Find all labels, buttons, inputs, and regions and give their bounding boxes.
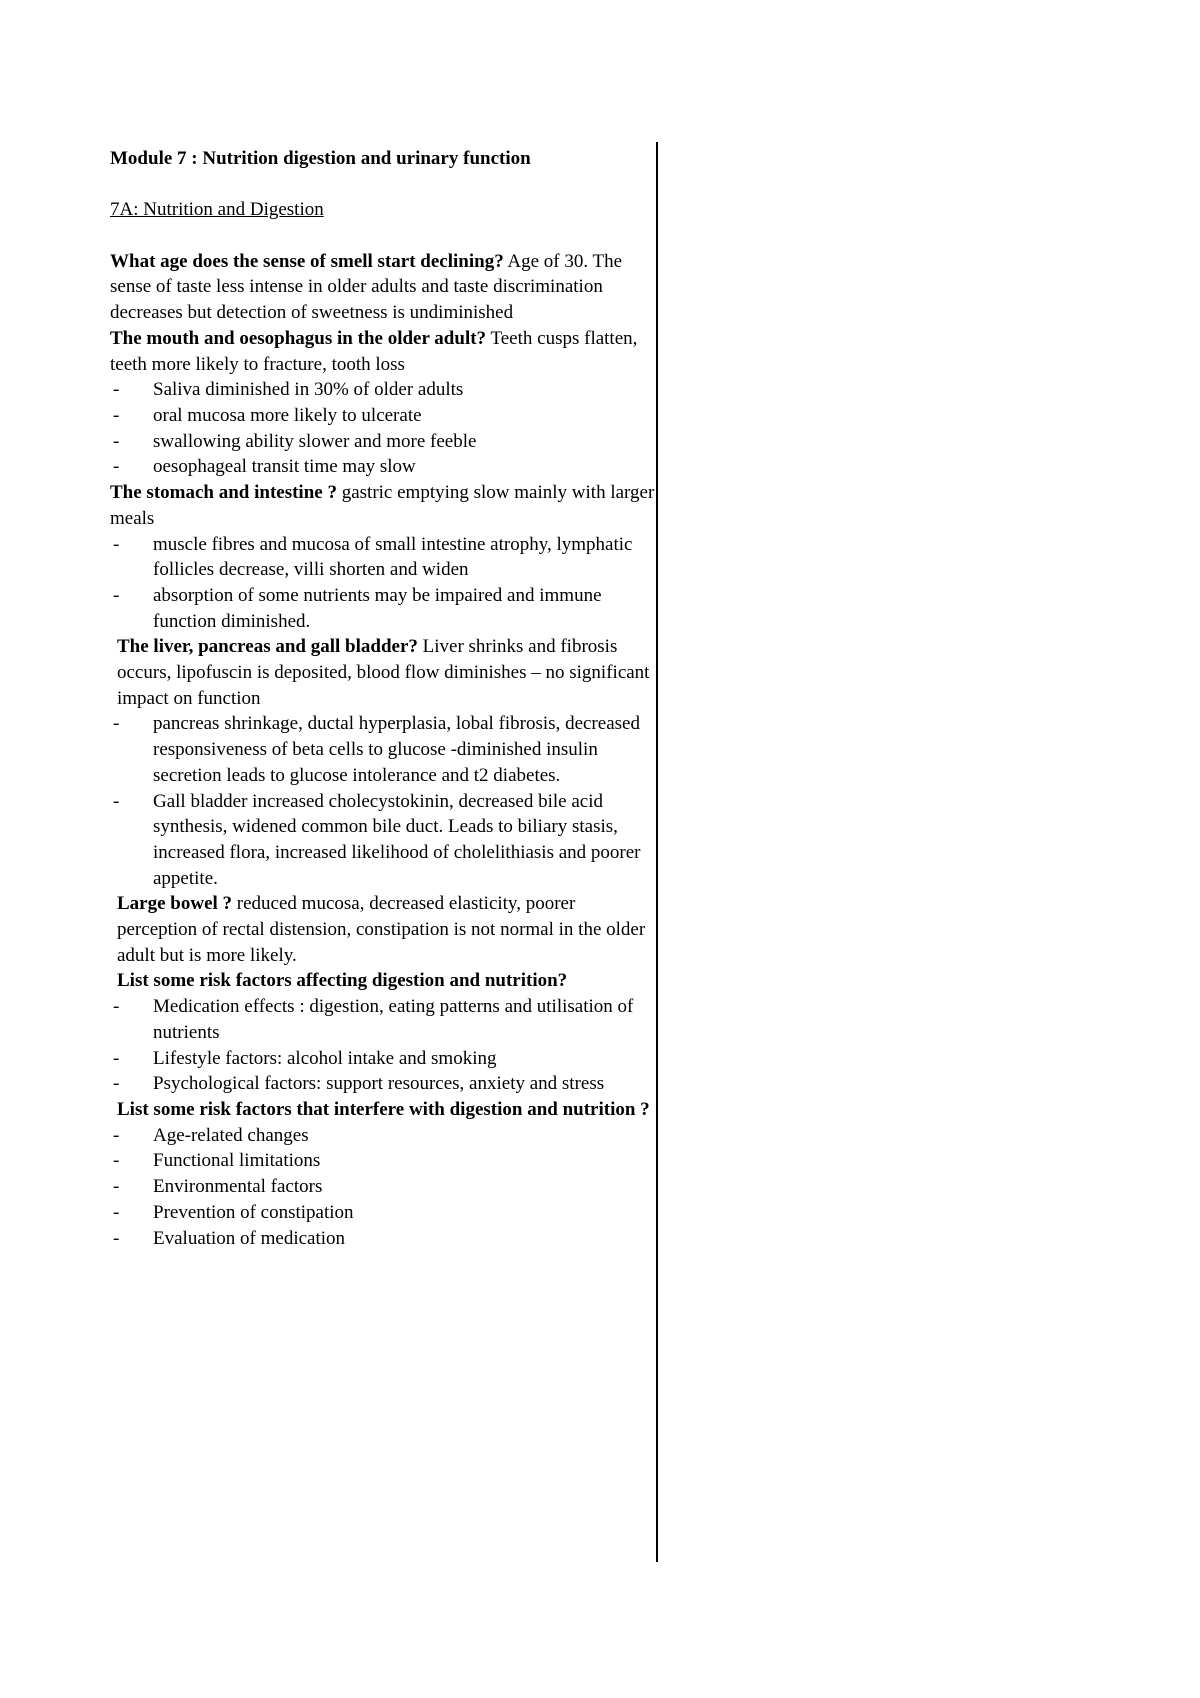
question-heading: List some risk factors affecting digestion and nutrition?	[117, 970, 568, 992]
list-item: - oral mucosa more likely to ulcerate	[110, 403, 655, 429]
list-item: - Functional limitations	[110, 1148, 655, 1174]
question-heading: Large bowel ?	[117, 893, 233, 915]
qa-block-risk-affecting	[110, 968, 655, 994]
answer-text: gastric emptying slow mainly with larger meals	[110, 482, 655, 529]
bullet-list	[110, 1123, 655, 1252]
bullet-list	[110, 994, 655, 1097]
list-item: - pancreas shrinkage, ductal hyperplasia, lobal fibrosis, decreased responsiveness of beta cells to glucose -diminished insulin secretion leads to glucose intolerance and t2 diabetes.	[110, 711, 655, 788]
bullet-list	[110, 377, 655, 480]
bullet-list	[110, 532, 655, 635]
qa-block-large-bowel	[110, 891, 655, 968]
list-item: - Medication effects : digestion, eating patterns and utilisation of nutrients	[110, 994, 655, 1045]
question-heading: The mouth and oesophagus in the older adult?	[110, 327, 487, 349]
qa-block-stomach	[110, 480, 655, 634]
document-title: Module 7 : Nutrition digestion and urinary function	[110, 148, 531, 169]
qa-block-smell	[110, 249, 655, 326]
section-subtitle: 7A: Nutrition and Digestion	[110, 199, 324, 221]
answer-text: Liver shrinks and fibrosis occurs, lipofuscin is deposited, blood flow diminishes – no significant impact on function	[117, 636, 650, 709]
answer-text: Age of 30. The sense of taste less intense in older adults and taste discrimination decreases but detection of sweetness is undiminished	[110, 250, 623, 324]
bullet-list	[110, 711, 655, 891]
list-item: - swallowing ability slower and more feeble	[110, 429, 655, 455]
list-item: - absorption of some nutrients may be impaired and immune function diminished.	[110, 583, 655, 634]
list-item: - Gall bladder increased cholecystokinin, decreased bile acid synthesis, widened common bile duct. Leads to biliary stasis, increased flora, increased likelihood of cholelithiasis and poorer appetite.	[110, 789, 655, 892]
document-column	[110, 146, 655, 1251]
qa-block-liver	[110, 634, 655, 711]
column-divider-line	[656, 142, 658, 1562]
question-heading: What age does the sense of smell start declining?	[110, 250, 504, 272]
question-heading: The liver, pancreas and gall bladder?	[117, 636, 418, 658]
list-item: - Lifestyle factors: alcohol intake and smoking	[110, 1046, 655, 1072]
answer-text: Teeth cusps flatten, teeth more likely to fracture, tooth loss	[110, 327, 638, 375]
list-item: - Psychological factors: support resources, anxiety and stress	[110, 1071, 655, 1097]
list-item: - Age-related changes	[110, 1123, 655, 1149]
answer-text: reduced mucosa, decreased elasticity, poorer perception of rectal distension, constipation is not normal in the older adult but is more likely.	[117, 893, 646, 966]
list-item: - Saliva diminished in 30% of older adults	[110, 377, 655, 403]
list-item: - Prevention of constipation	[110, 1200, 655, 1226]
list-item: - oesophageal transit time may slow	[110, 454, 655, 480]
list-item: - muscle fibres and mucosa of small intestine atrophy, lymphatic follicles decrease, villi shorten and widen	[110, 532, 655, 583]
qa-block-mouth	[110, 326, 655, 480]
qa-block-risk-interfere	[110, 1097, 655, 1123]
question-heading: List some risk factors that interfere with digestion and nutrition ?	[117, 1098, 650, 1120]
list-item: - Evaluation of medication	[110, 1226, 655, 1252]
list-item: - Environmental factors	[110, 1174, 655, 1200]
question-heading: The stomach and intestine ?	[110, 482, 337, 504]
